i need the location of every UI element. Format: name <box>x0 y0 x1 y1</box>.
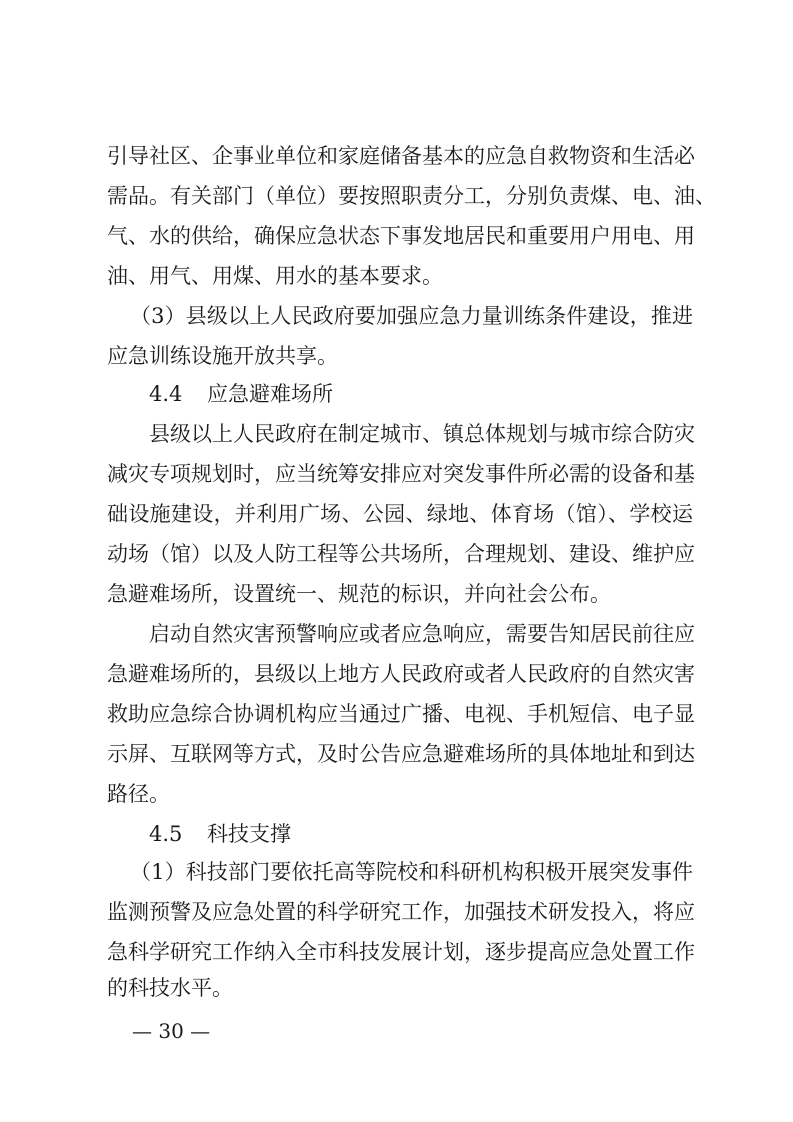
text-line: 动场（馆）以及人防工程等公共场所，合理规划、建设、维护应 <box>107 542 695 566</box>
text-line: 监测预警及应急处置的科学研究工作，加强技术研发投入，将应 <box>107 900 695 924</box>
text-line: 础设施建设，并利用广场、公园、绿地、体育场（馆）、学校运 <box>107 502 693 526</box>
text-line: 气、水的供给，确保应急状态下事发地居民和重要用户用电、用 <box>107 224 695 248</box>
text-line: 启动自然灾害预警响应或者应急响应，需要告知居民前往应 <box>149 622 695 646</box>
section-heading <box>149 820 291 848</box>
section-title: 科技支撑 <box>207 822 291 846</box>
text-line: 的科技水平。 <box>107 976 233 1000</box>
section-title: 应急避难场所 <box>207 382 333 406</box>
text-line: 引导社区、企事业单位和家庭储备基本的应急自救物资和生活必 <box>107 144 695 168</box>
text-line: 需品。有关部门（单位）要按照职责分工，分别负责煤、电、油、 <box>107 184 716 208</box>
text-line: 急避难场所的，县级以上地方人民政府或者人民政府的自然灾害 <box>107 662 695 686</box>
text-line: 急科学研究工作纳入全市科技发展计划，逐步提高应急处置工作 <box>107 940 695 964</box>
text-line: （3）县级以上人民政府要加强应急力量训练条件建设，推进 <box>130 304 693 328</box>
section-number: 4.5 <box>149 822 183 846</box>
text-line: 减灾专项规划时，应当统筹安排应对突发事件所必需的设备和基 <box>107 462 695 486</box>
text-line: 急避难场所，设置统一、规范的标识，并向社会公布。 <box>107 582 611 606</box>
text-line: 县级以上人民政府在制定城市、镇总体规划与城市综合防灾 <box>149 422 695 446</box>
text-line: 油、用气、用煤、用水的基本要求。 <box>107 264 443 288</box>
text-line: 路径。 <box>107 782 170 806</box>
text-line: 应急训练设施开放共享。 <box>107 344 338 368</box>
text-line: 救助应急综合协调机构应当通过广播、电视、手机短信、电子显 <box>107 702 695 726</box>
text-line: （1）科技部门要依托高等院校和科研机构积极开展突发事件 <box>130 860 693 884</box>
page-number: — 30 — <box>132 1019 211 1043</box>
section-number: 4.4 <box>149 382 183 406</box>
text-line: 示屏、互联网等方式，及时公告应急避难场所的具体地址和到达 <box>107 742 695 766</box>
section-heading <box>149 380 333 408</box>
